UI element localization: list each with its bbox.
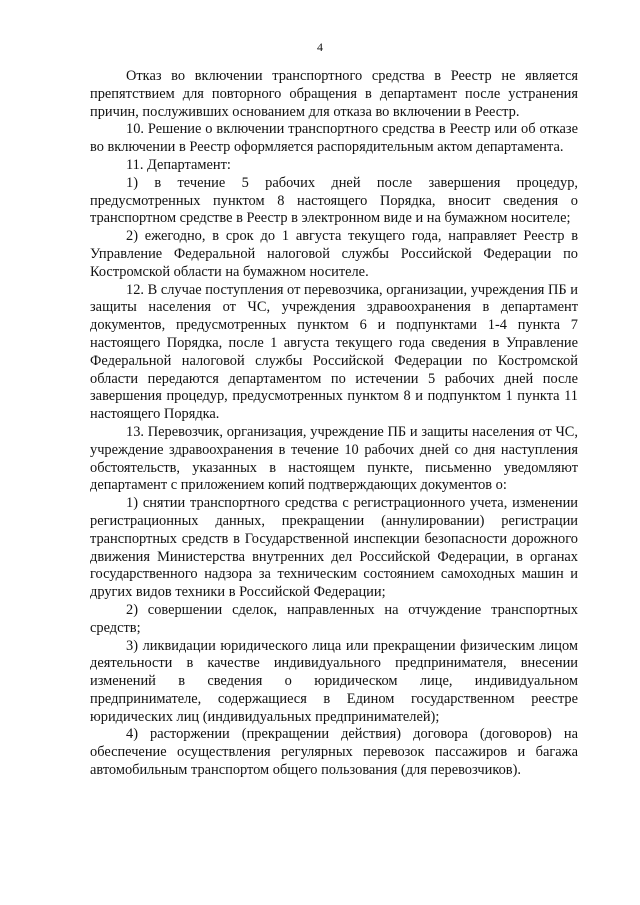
- paragraph-13-item-3: 3) ликвидации юридического лица или прекращении физическим лицом деятельности в качестве индивидуального предпринимателя, внесении изменений в сведения о юридическом лице, индивидуальном предпринимателе, содержащиеся в Едином государственном реестре юридических лиц (индивидуальных предпринимателей);: [90, 637, 578, 725]
- document-body: [90, 68, 578, 780]
- paragraph-13-item-1: 1) снятии транспортного средства с регистрационного учета, изменении регистрационных данных, прекращении (аннулировании) регистрации транспортных средств в Государственной инспекции безопасности дорожного движения Министерства внутренних дел Российской Федерации, в органах государственного надзора за техническим состоянием самоходных машин и других видов техники в Российской Федерации;: [90, 495, 578, 601]
- paragraph-11-item-1: 1) в течение 5 рабочих дней после завершения процедур, предусмотренных пунктом 8 настоящего Порядка, вносит сведения о транспортном средстве в Реестр в электронном виде и на бумажном носителе;: [90, 174, 578, 227]
- paragraph-13: 13. Перевозчик, организация, учреждение ПБ и защиты населения от ЧС, учреждение здравоохранения в течение 10 рабочих дней со дня наступления обстоятельств, указанных в настоящем пункте, письменно уведомляют департамент с приложением копий подтверждающих документов о:: [90, 423, 578, 494]
- paragraph-12: 12. В случае поступления от перевозчика, организации, учреждения ПБ и защиты населения от ЧС, учреждения здравоохранения в департамент документов, предусмотренных пунктом 6 и подпунктами 1-4 пункта 7 настоящего Порядка, после 1 августа текущего года сведения в Управление Федеральной налоговой службы Российской Федерации по Костромской области передаются департаментом по истечении 5 рабочих дней после завершения процедур, предусмотренных пунктом 8 и подпунктом 1 пункта 11 настоящего Порядка.: [90, 281, 578, 423]
- paragraph-10: 10. Решение о включении транспортного средства в Реестр или об отказе во включении в Реестр оформляется распорядительным актом департамента.: [90, 121, 578, 156]
- paragraph-refusal-note: Отказ во включении транспортного средства в Реестр не является препятствием для повторного обращения в департамент после устранения причин, послуживших основанием для отказа во включении в Реестр.: [90, 68, 578, 120]
- paragraph-13-item-2: 2) совершении сделок, направленных на отчуждение транспортных средств;: [90, 601, 578, 636]
- paragraph-11-item-2: 2) ежегодно, в срок до 1 августа текущего года, направляет Реестр в Управление Федеральной налоговой службы Российской Федерации по Костромской области на бумажном носителе.: [90, 228, 578, 280]
- paragraph-11-heading: 11. Департамент:: [126, 156, 231, 173]
- paragraph-13-item-4: 4) расторжении (прекращении действия) договора (договоров) на обеспечение осуществления регулярных перевозок пассажиров и багажа автомобильным транспортом общего пользования (для перевозчиков).: [90, 726, 578, 779]
- page-number: 4: [317, 40, 323, 54]
